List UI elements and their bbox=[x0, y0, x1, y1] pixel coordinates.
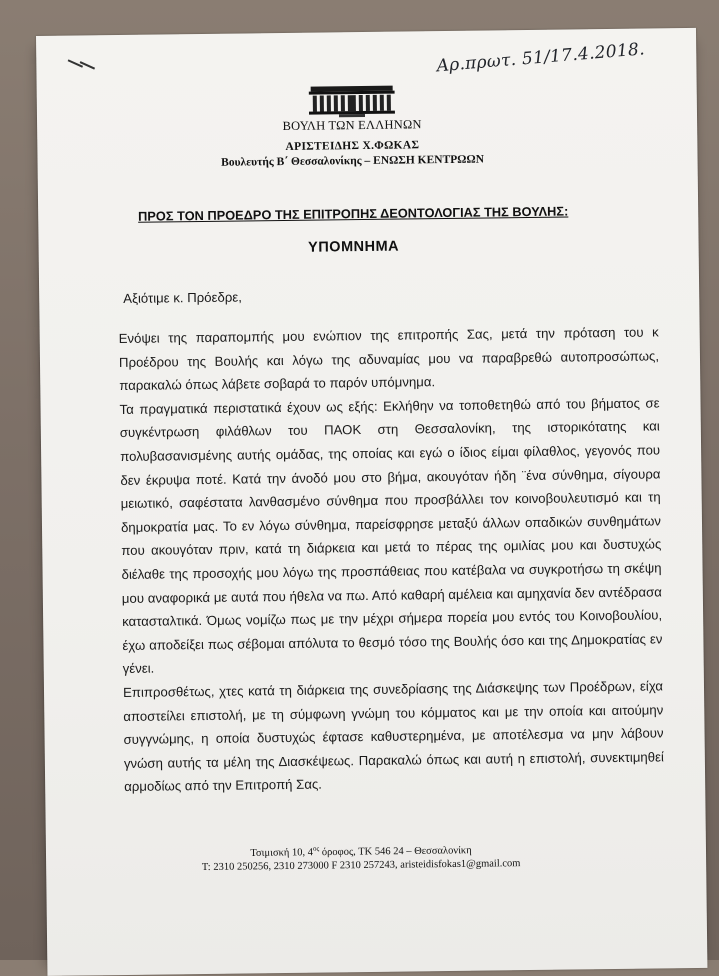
parliament-building-icon bbox=[309, 84, 395, 119]
paragraph-1: Ενόψει της παραπομπής μου ενώπιον της επιτροπής Σας, μετά την πρόταση του κ Προέδρου της Βουλής και λόγω της αδυναμίας μου να παραβρεθώ αυτοπροσώπως, παρακαλώ όπως λάβετε σοβαρά το παρόν υπόμνημα. bbox=[118, 324, 660, 394]
sender-name: ΑΡΙΣΤΕΙΔΗΣ Χ.ΦΩΚΑΣ bbox=[285, 139, 420, 153]
paragraph-2: Τα πραγματικά περιστατικά έχουν ως εξής: Εκλήθην να τοποθετηθώ από του βήματος σε συγκέντρωση φιλάθλων του ΠΑΟΚ στη Θεσσαλονίκη, της ιστορικότατης και πολυβασανισμένης αυτής ομάδας, της οποίας και εγώ ο ίδιος είμαι φίλαθλος, γεγονός που δεν έκρυψα ποτέ. Κατά την άνοδό μου στο βήμα, ακουγόταν ήδη ¨ένα σύνθημα, σίγουρα μειωτικό, σαφέστατα λανθασμένο σύνθημα που προσβάλλει τον κοινοβουλευτισμό και τη δημοκρατία μας. Το εν λόγω σύνθημα, παρείσφρησε μεταξύ άλλων οπαδικών συνθημάτων που ακουγόταν πριν, κατά τη διάρκεια και μετά το πέρας της ομιλίας μου και δυστυχώς διέλαθε της προσοχής μου λόγω της προσπάθειας που κατέβαλα να συγκροτήσω τη σκέψη μου αναφορικά με αυτά που ήθελα να πω. Από καθαρή αμέλεια και αμηχανία δεν αντέδρασα κατασταλτικά. Όμως νομίζω πως με την μέχρι σήμερα πορεία μου εντός του Κοινοβουλίου, έχω αποδείξει πως σέβομαι απόλυτα το θεσμό τόσο της Βουλής όσο και της Δημοκρατίας εν γένει. bbox=[119, 395, 663, 677]
address-floor-suffix: ος bbox=[312, 844, 320, 853]
parliament-name: ΒΟΥΛΗ ΤΩΝ ΕΛΛΗΝΩΝ bbox=[282, 117, 422, 133]
address-street: Τσιμισκή 10, 4 bbox=[250, 847, 314, 859]
footer-contact: Τ: 2310 250256, 2310 273000 F 2310 257243, aristeidisfokas1@gmail.com bbox=[201, 858, 521, 874]
document-title: ΥΠΟΜΝΗΜΑ bbox=[308, 238, 400, 256]
protocol-number-handwritten: Αρ.πρωτ. 51/17.4.2018. bbox=[435, 39, 646, 77]
letter-body bbox=[119, 320, 665, 798]
greeting: Αξιότιμε κ. Πρόεδρε, bbox=[123, 289, 242, 306]
sender-role: Βουλευτής Β΄ Θεσσαλονίκης – ΕΝΩΣΗ ΚΕΝΤΡΩΩΝ bbox=[221, 153, 485, 169]
pen-tick-mark bbox=[66, 55, 106, 75]
addressee-heading: ΠΡΟΣ ΤΟΝ ΠΡΟΕΔΡΟ ΤΗΣ ΕΠΙΤΡΟΠΗΣ ΔΕΟΝΤΟΛΟΓΙΑΣ ΤΗΣ ΒΟΥΛΗΣ: bbox=[138, 203, 569, 224]
paragraph-3: Επιπροσθέτως, χτες κατά τη διάρκεια της συνεδρίασης της Διάσκεψης των Προέδρων, είχα αποστείλει επιστολή, με τη σύμφωνη γνώμη του κόμματος και με την οποία και αιτούμην συγγνώμης, η οποία δυστυχώς έφτασε καθυστερημένα, με αποτέλεσμα να μην λάβουν γνώση αυτής τα μέλη της Διασκέψεως. Παρακαλώ όπως και αυτή η επιστολή, συνεκτιμηθεί αρμοδίως από την Επιτροπή Σας. bbox=[122, 678, 664, 795]
address-city: όροφος, ΤΚ 546 24 – Θεσσαλονίκη bbox=[319, 845, 472, 859]
document-page bbox=[36, 28, 707, 976]
